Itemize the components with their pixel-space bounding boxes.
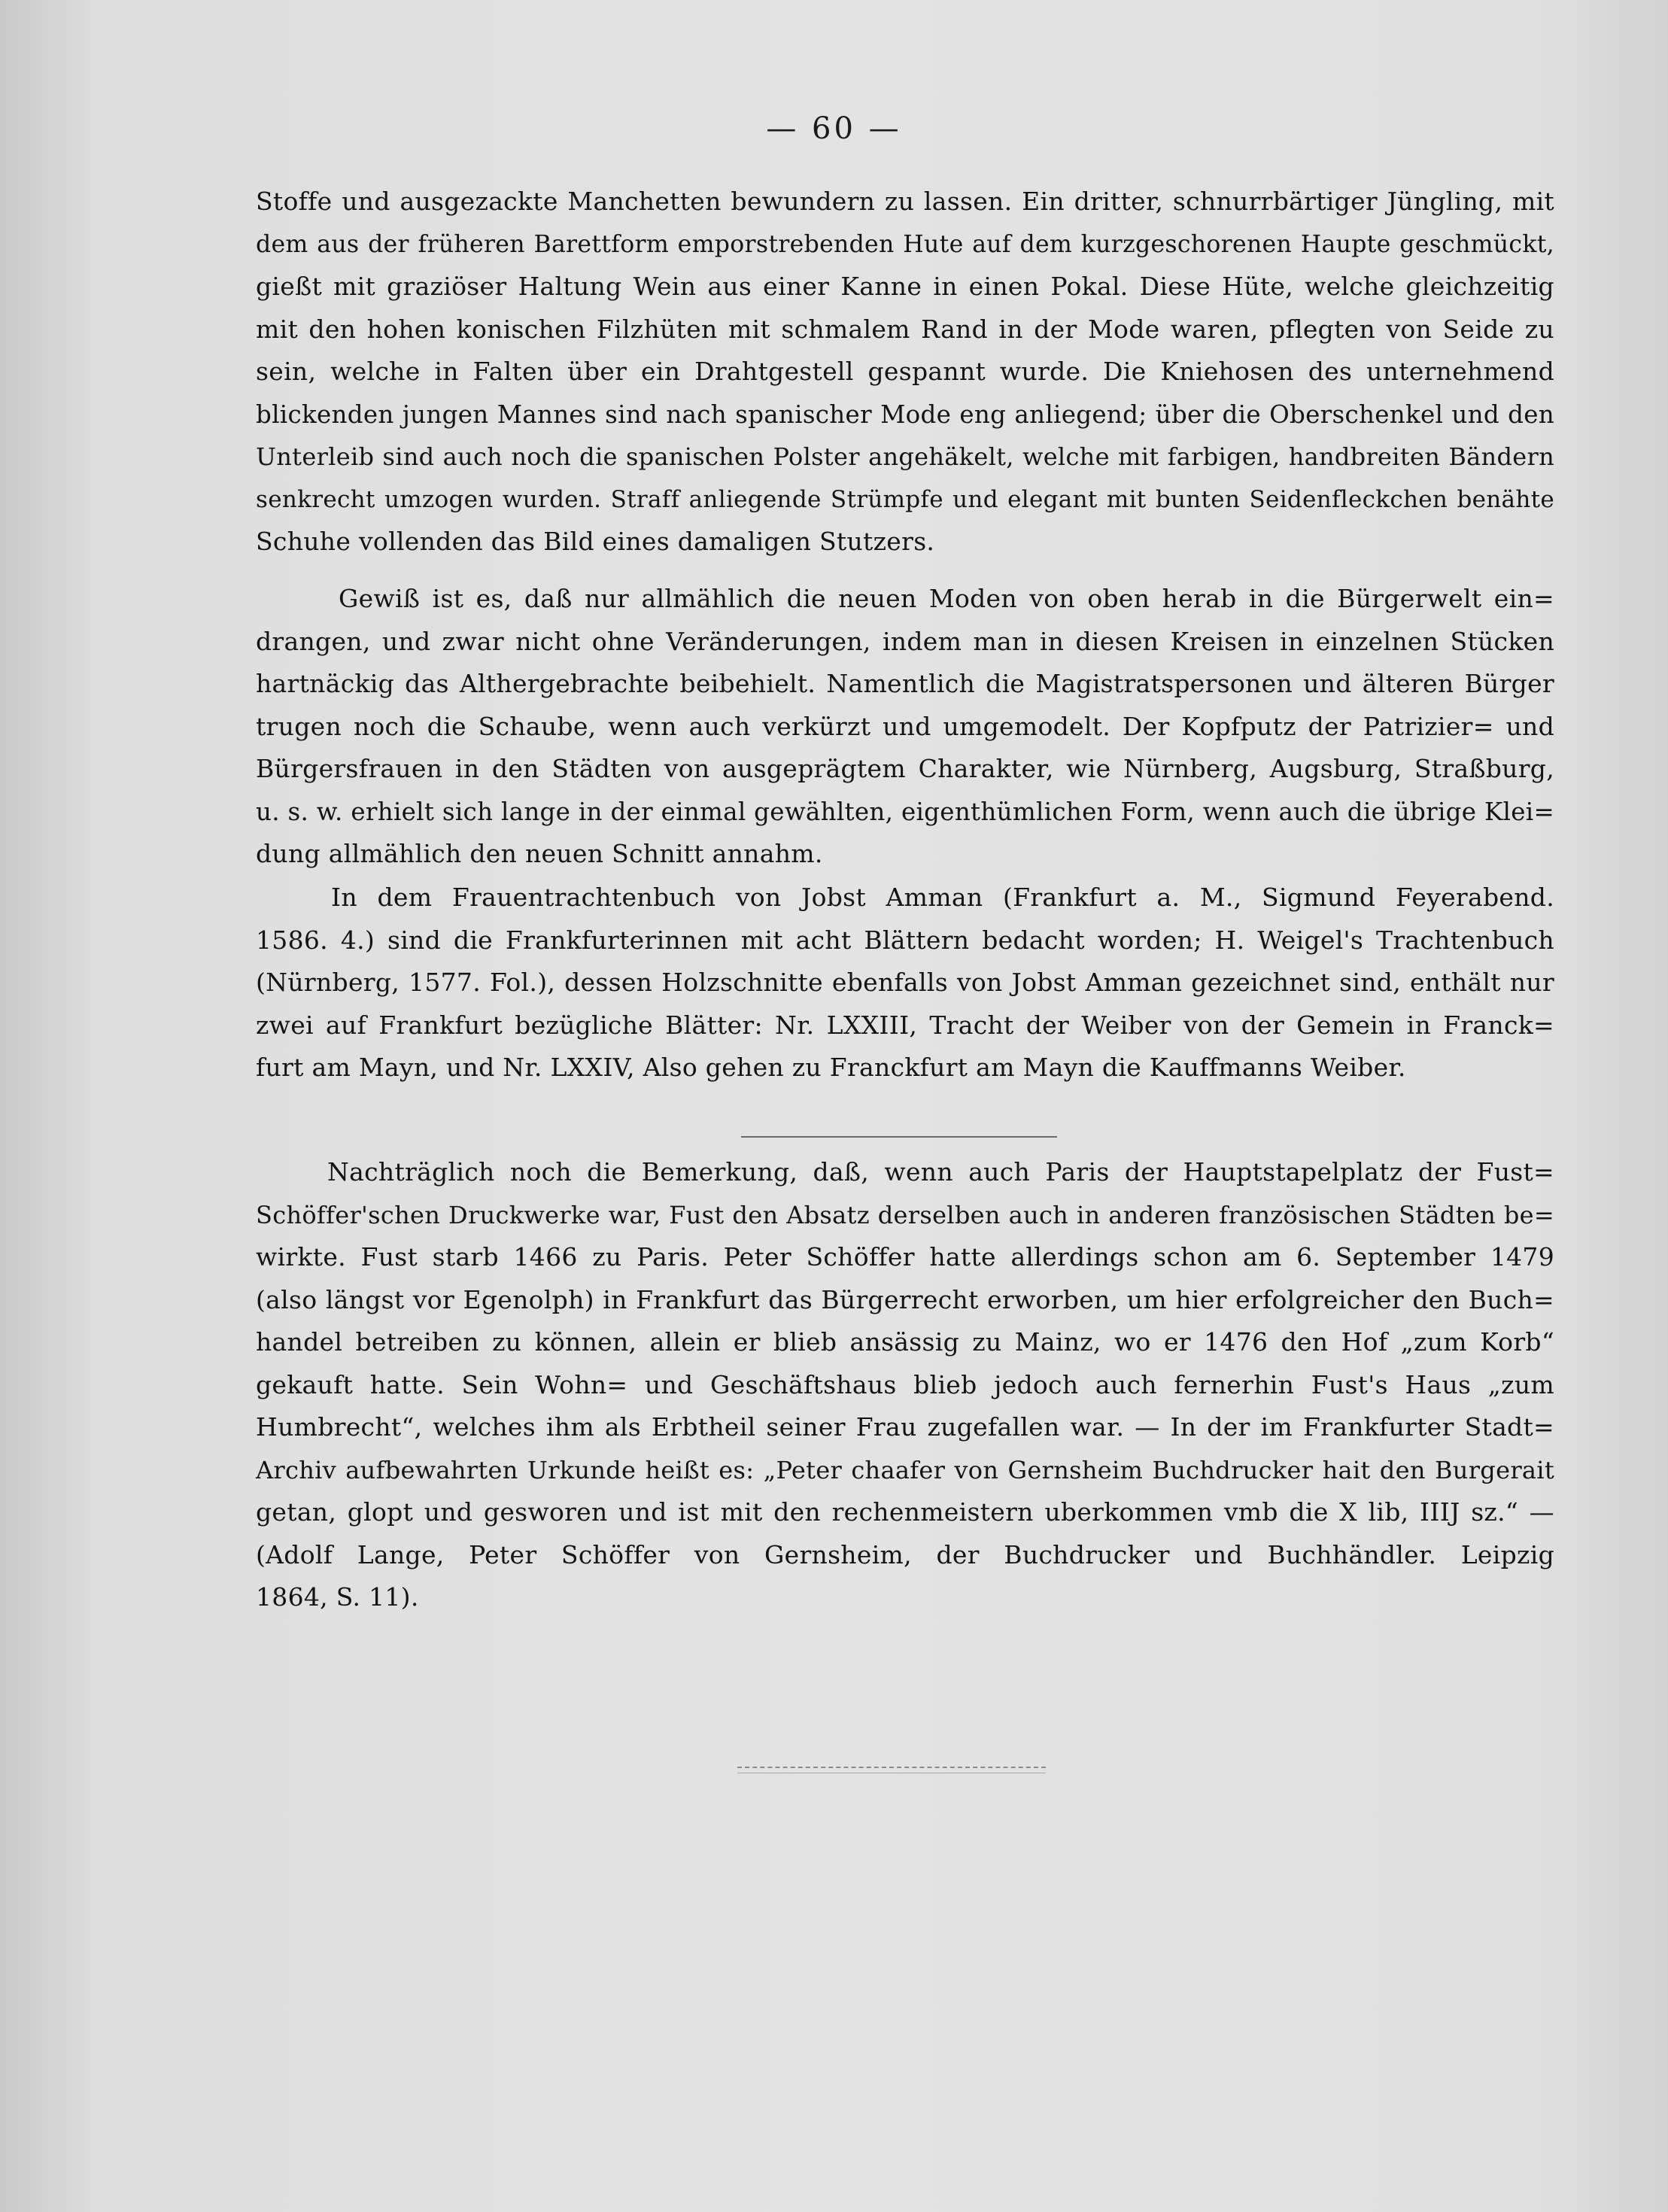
text-line: trugen noch die Schaube, wenn auch verkürzt und umgemodelt. Der Kopfputz der Patrizier= und [256,711,1554,741]
text-line: blickenden jungen Mannes sind nach spanischer Mode eng anliegend; über die Oberschenkel und den [256,400,1554,429]
text-line: 1864, S. 11). [256,1582,419,1612]
text-line: u. s. w. erhielt sich lange in der einmal gewählten, eigenthümlichen Form, wenn auch die übrige Klei= [256,797,1554,826]
text-line: Nachträglich noch die Bemerkung, daß, wenn auch Paris der Hauptstapelplatz der Fust= [327,1157,1554,1187]
text-line: Bürgersfrauen in den Städten von ausgeprägtem Charakter, wie Nürnberg, Augsburg, Straßburg, [256,754,1554,783]
text-line: (also längst vor Egenolph) in Frankfurt das Bürgerrecht erworben, um hier erfolgreicher den Buch= [256,1284,1554,1314]
page-number: — 60 — [766,111,902,146]
text-line: Schöffer'schen Druckwerke war, Fust den Absatz derselben auch in anderen französischen Städten be= [256,1200,1554,1229]
text-line: hartnäckig das Althergebrachte beibehielt. Namentlich die Magistratspersonen und älteren Bürger [256,669,1554,698]
text-line: handel betreiben zu können, allein er blieb ansässig zu Mainz, wo er 1476 den Hof „zum Korb“ [256,1327,1554,1357]
paragraph-3 [256,877,1554,1089]
text-line: mit den hohen konischen Filzhüten mit schmalem Rand in der Mode waren, pflegten von Seide zu [256,314,1554,344]
text-line: Unterleib sind auch noch die spanischen Polster angehäkelt, welche mit farbigen, handbreiten Bändern [256,442,1554,471]
text-line: drangen, und zwar nicht ohne Veränderungen, indem man in diesen Kreisen in einzelnen Stücken [256,626,1554,656]
paragraph-4 [256,1151,1554,1619]
text-line: senkrecht umzogen wurden. Straff anliegende Strümpfe und elegant mit bunten Seidenfleckchen benähte [256,485,1554,513]
paragraph-2 [256,578,1554,876]
text-line: (Adolf Lange, Peter Schöffer von Gernsheim, der Buchdrucker und Buchhändler. Leipzig [256,1539,1554,1569]
text-line: 1586. 4.) sind die Frankfurterinnen mit acht Blättern bedacht worden; H. Weigel's Trachtenbuch [256,925,1554,955]
text-line: sein, welche in Falten über ein Drahtgestell gespannt wurde. Die Kniehosen des unternehmend [256,357,1554,386]
paragraph-1 [256,181,1554,564]
text-line: Humbrecht“, welches ihm als Erbtheil seiner Frau zugefallen war. — In der im Frankfurter Stadt= [256,1412,1554,1442]
section-divider [741,1136,1057,1138]
text-line: Archiv aufbewahrten Urkunde heißt es: „Peter chaafer von Gernsheim Buchdrucker hait den Burgerait [256,1455,1554,1484]
text-line: furt am Mayn, und Nr. LXXIV, Also gehen zu Franckfurt am Mayn die Kauffmanns Weiber. [256,1053,1406,1082]
text-line: zwei auf Frankfurt bezügliche Blätter: Nr. LXXIII, Tracht der Weiber von der Gemein in Franck= [256,1010,1554,1040]
text-line: dung allmählich den neuen Schnitt annahm. [256,839,823,868]
text-line: gießt mit graziöser Haltung Wein aus einer Kanne in einen Pokal. Diese Hüte, welche gleichzeitig [256,272,1554,301]
text-line: (Nürnberg, 1577. Fol.), dessen Holzschnitte ebenfalls von Jobst Amman gezeichnet sind, enthält nur [256,968,1554,997]
end-ornament-rule [737,1767,1046,1773]
text-line: In dem Frauentrachtenbuch von Jobst Amman (Frankfurt a. M., Sigmund Feyerabend. [331,883,1554,912]
text-line: wirkte. Fust starb 1466 zu Paris. Peter Schöffer hatte allerdings schon am 6. September 1479 [256,1242,1554,1272]
text-line: getan, glopt und gesworen und ist mit den rechenmeistern uberkommen vmb die X lib, IIIJ sz.“ — [256,1497,1554,1527]
text-line: gekauft hatte. Sein Wohn= und Geschäftshaus blieb jedoch auch fernerhin Fust's Haus „zum [256,1369,1554,1399]
text-line: Gewiß ist es, daß nur allmählich die neuen Moden von oben herab in die Bürgerwelt ein= [339,584,1554,613]
text-line: Schuhe vollenden das Bild eines damaligen Stutzers. [256,527,935,556]
text-line: Stoffe und ausgezackte Manchetten bewundern zu lassen. Ein dritter, schnurrbärtiger Jüngling, mit [256,187,1554,216]
text-line: dem aus der früheren Barettform emporstrebenden Hute auf dem kurzgeschorenen Haupte geschmückt, [256,230,1554,258]
